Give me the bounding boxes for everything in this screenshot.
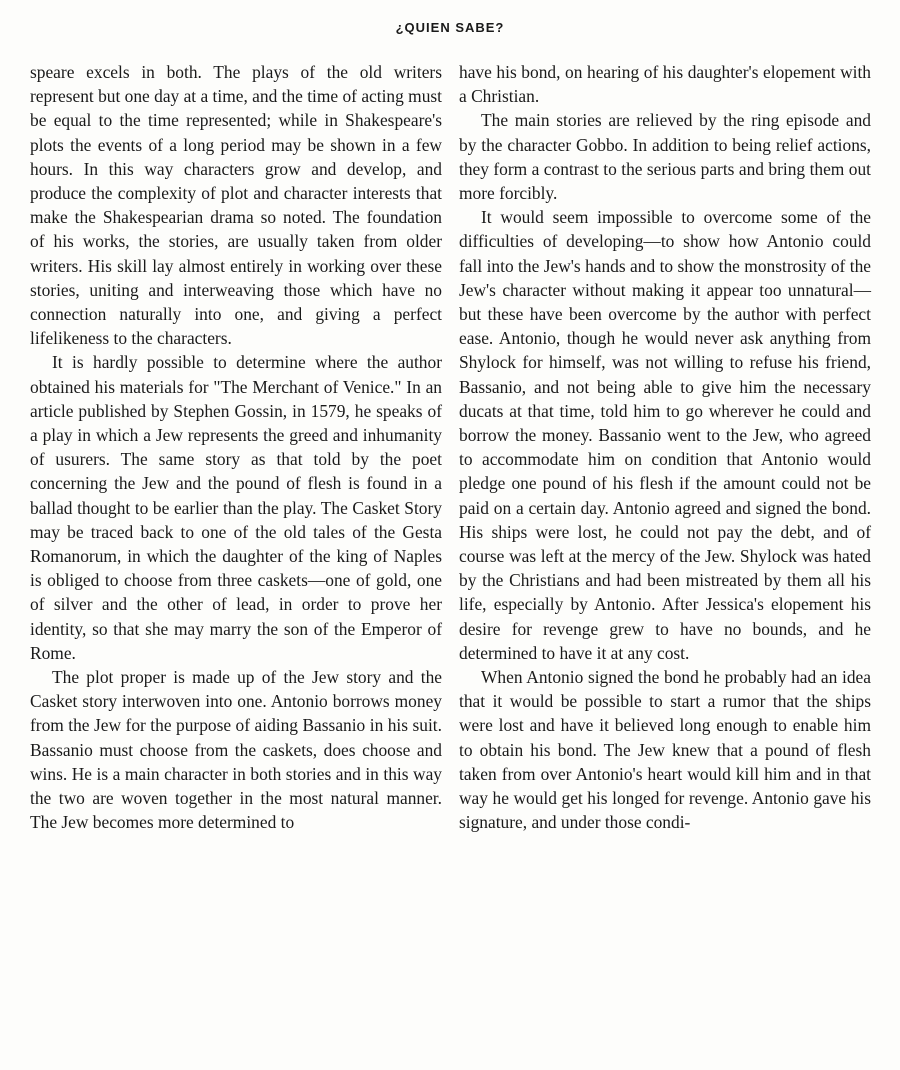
paragraph: The main stories are relieved by the ring episode and by the character Gobbo. In addition to being relief actions, they form a contrast to the serious parts and bring them out more forcibly. <box>459 110 871 204</box>
paragraph: When Antonio signed the bond he probably had an idea that it would be possible to start a rumor that the ships were lost and have it believed long enough to enable him to obtain his bond. The Jew knew that a pound of flesh taken from over Antonio's heart would kill him and in that way he would get his longed for revenge. Antonio gave his signature, and under those condi- <box>459 667 871 833</box>
left-column <box>30 60 442 835</box>
paragraph: have his bond, on hearing of his daughter's elopement with a Christian. <box>459 62 871 107</box>
running-title: ¿QUIEN SABE? <box>395 20 505 35</box>
paragraph: It is hardly possible to determine where the author obtained his materials for "The Merchant of Venice." In an article published by Stephen Gossin, in 1579, he speaks of a play in which a Jew represents the greed and inhumanity of usurers. The same story as that told by the poet concerning the Jew and the pound of flesh is found in a ballad thought to be earlier than the play. The Casket Story may be traced back to one of the old tales of the Gesta Romanorum, in which the daughter of the king of Naples is obliged to choose from three caskets—one of gold, one of silver and the other of lead, in order to prove her identity, so that she may marry the son of the Emperor of Rome. <box>30 352 442 663</box>
right-column <box>459 60 871 835</box>
paragraph: The plot proper is made up of the Jew story and the Casket story interwoven into one. Antonio borrows money from the Jew for the purpose of aiding Bassanio in his suit. Bassanio must choose from the caskets, does choose and wins. He is a main character in both stories and in this way the two are woven together in the most natural manner. The Jew becomes more determined to <box>30 667 442 833</box>
paragraph: speare excels in both. The plays of the old writers represent but one day at a time, and the time of acting must be equal to the time represented; while in Shakespeare's plots the events of a long period may be shown in a few hours. In this way characters grow and develop, and produce the complexity of plot and character interests that make the Shakespearian drama so noted. The foundation of his works, the stories, are usually taken from older writers. His skill lay almost entirely in working over these stories, uniting and interweaving those which have no connection naturally into one, and giving a perfect lifelikeness to the characters. <box>30 62 442 349</box>
paragraph: It would seem impossible to overcome some of the difficulties of developing—to show how Antonio could fall into the Jew's hands and to show the monstrosity of the Jew's character without making it appear too unnatural—but these have been overcome by the author with perfect ease. Antonio, though he would never ask anything from Shylock for himself, was not willing to refuse his friend, Bassanio, and not being able to give him the necessary ducats at that time, told him to go wherever he could and borrow the money. Bassanio went to the Jew, who agreed to accommodate him on condition that Antonio would pledge one pound of his flesh if the amount could not be paid on a certain day. Antonio agreed and signed the bond. His ships were lost, he could not pay the debt, and of course was left at the mercy of the Jew. Shylock was hated by the Christians and had been mistreated by them all his life, especially by Antonio. After Jessica's elopement his desire for revenge grew to have no bounds, and he determined to have it at any cost. <box>459 207 871 663</box>
